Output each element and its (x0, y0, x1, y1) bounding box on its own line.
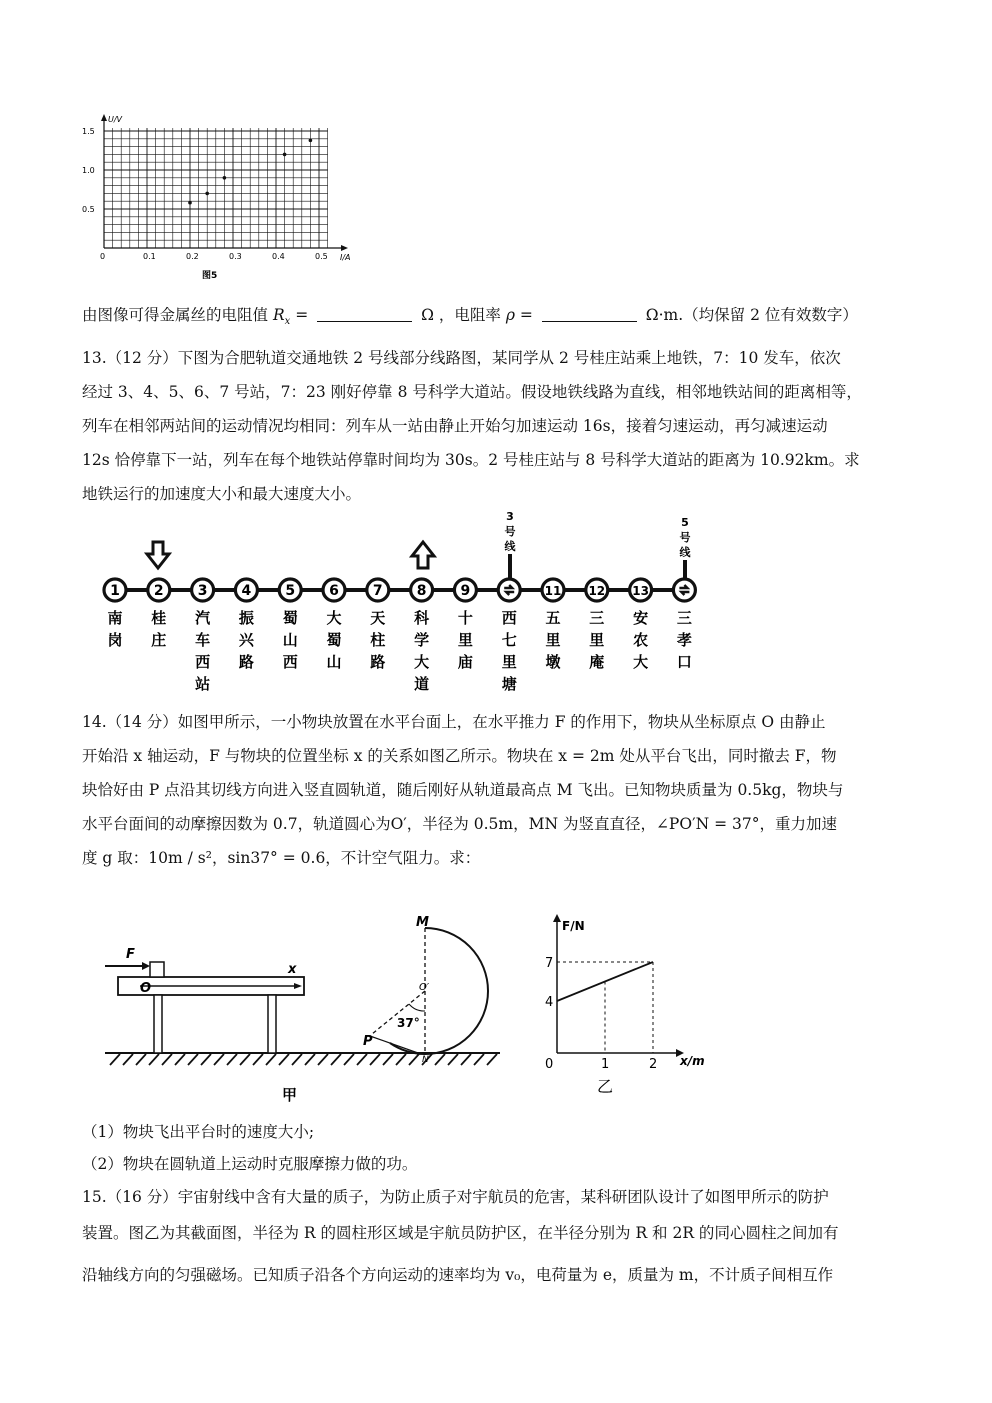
figure-jia (100, 910, 510, 1110)
station-name-char: 里 (457, 631, 473, 649)
station-name-char: 西 (501, 609, 517, 627)
q14-line-5: 度 g 取：10m / s²，sin37° = 0.6，不计空气阻力。求： (82, 849, 481, 867)
metro-station (454, 579, 476, 671)
hatch-mark (331, 1054, 341, 1065)
q12-prefix: 由图像可得金属丝的电阻值 (82, 306, 269, 324)
fig5-data-point (223, 176, 227, 180)
q12-unit-ohm: Ω (421, 306, 434, 324)
metro-station (192, 579, 214, 693)
station-name-char: 振 (238, 609, 254, 627)
fig5-data-point (309, 139, 313, 143)
station-name-char: 柱 (370, 631, 386, 649)
q14-line-4: 水平台面间的动摩擦因数为 0.7，轨道圆心为O′，半径为 0.5m，MN 为竖直直径，∠PO′N = 37°，重力加速 (82, 815, 837, 833)
q15-line-1: 15.（16 分）宇宙射线中含有大量的质子，为防止质子对宇航员的危害，某科研团队设计了如图甲所示的防护 (82, 1188, 829, 1206)
fig5-x-tick: 0.3 (229, 252, 242, 261)
metro-station (279, 579, 301, 671)
hatch-mark (409, 1054, 419, 1065)
metro-station (542, 579, 564, 671)
svg-text:线: 线 (504, 540, 516, 553)
station-name-char: 大 (414, 653, 430, 671)
hatch-mark (344, 1054, 354, 1065)
alight-arrow-up-icon (412, 542, 434, 568)
q13-text (82, 341, 912, 511)
station-name-char: 科 (414, 609, 430, 627)
hatch-mark (227, 1054, 237, 1065)
svg-text:线: 线 (679, 546, 691, 559)
q12-suffix: .（均保留 2 位有效数字） (678, 306, 858, 324)
q12-blank-resistivity[interactable] (542, 303, 637, 322)
svg-text:号: 号 (679, 531, 691, 544)
station-name-char: 兴 (238, 631, 254, 649)
station-name-char: 桂 (151, 609, 167, 627)
station-name-char: 岗 (107, 631, 123, 649)
station-name-char: 南 (107, 609, 123, 627)
fig5-y-tick: 0.5 (82, 205, 95, 214)
station-name-char: 塘 (501, 675, 517, 693)
tangent-line (370, 1036, 418, 1053)
circular-track (390, 928, 488, 1054)
station-name-char: 墩 (545, 653, 561, 671)
fig5-data-point (205, 192, 209, 196)
yi-x-tick: 1 (601, 1057, 610, 1072)
station-name-char: 蜀 (326, 631, 342, 649)
svg-text:号: 号 (504, 525, 516, 538)
q14-sub-1: （1）物块飞出平台时的速度大小; (82, 1123, 315, 1141)
label-M: M (416, 915, 429, 930)
q15-line-3: 沿轴线方向的匀强磁场。已知质子沿各个方向运动的速率均为 v₀，电荷量为 e，质量为 m，不计质子间相互作 (82, 1266, 834, 1284)
station-name-char: 学 (414, 631, 430, 649)
hatch-mark (149, 1054, 159, 1065)
label-x: x (288, 962, 297, 977)
hatch-mark (253, 1054, 263, 1065)
metro-station (411, 579, 433, 693)
fig5-x-arrow (341, 245, 348, 251)
station-name-char: 山 (326, 653, 342, 671)
hatch-mark (357, 1054, 367, 1065)
hatch-mark (305, 1054, 315, 1065)
fig5-y-ticks (82, 127, 95, 214)
q14-line-2: 开始沿 x 轴运动，F 与物块的位置坐标 x 的关系如图乙所示。物块在 x = 2m 处从平台飞出，同时撤去 F，物 (82, 747, 837, 765)
station-name-char: 里 (545, 631, 561, 649)
station-name-char: 道 (414, 675, 430, 693)
fig5-x-ticks (100, 252, 328, 261)
ground-hatching (110, 1054, 497, 1065)
hatch-mark (123, 1054, 133, 1065)
label-O: O (140, 981, 152, 996)
caption-yi: 乙 (597, 1077, 614, 1096)
station-name-char: 天 (370, 609, 386, 627)
q12-unit-ohm-m: Ω·m (645, 306, 679, 324)
label-P: P (363, 1034, 373, 1049)
q12-rx-symbol: R (272, 306, 285, 324)
station-number: 8 (416, 583, 427, 599)
station-name-char: 西 (195, 653, 211, 671)
fig5-grid (104, 128, 328, 248)
hatch-mark (279, 1054, 289, 1065)
fig5-y-tick: 1.5 (82, 127, 95, 136)
hatch-mark (188, 1054, 198, 1065)
station-name-char: 大 (326, 609, 342, 627)
hatch-mark (240, 1054, 250, 1065)
station-name-char: 山 (282, 631, 298, 649)
q12-blank-resistance[interactable] (317, 303, 412, 322)
q14-line-3: 块恰好由 P 点沿其切线方向进入竖直圆轨道，随后刚好从轨道最高点 M 飞出。已知物块质量为 0.5kg，物块与 (82, 781, 844, 799)
figure-yi-fx-graph (540, 910, 720, 1100)
hatch-mark (162, 1054, 172, 1065)
hatch-mark (136, 1054, 146, 1065)
label-angle: 37° (397, 1016, 420, 1030)
metro-station (148, 579, 170, 649)
station-name-char: 大 (633, 653, 649, 671)
hatch-mark (396, 1054, 406, 1065)
hatch-mark (201, 1054, 211, 1065)
yi-y-label: F/N (562, 919, 585, 933)
fig5-data-point (283, 153, 287, 157)
station-name-char: 车 (195, 631, 211, 649)
hatch-mark (461, 1054, 471, 1065)
station-name-char: 口 (676, 653, 692, 671)
fig5-x-tick: 0.1 (143, 252, 156, 261)
svg-text:5: 5 (681, 516, 689, 529)
caption-jia: 甲 (282, 1086, 298, 1104)
station-name-char: 汽 (195, 609, 211, 627)
station-number: 1 (110, 583, 120, 599)
fig5-x-label: I/A (340, 253, 351, 262)
station-name-char: 站 (195, 675, 211, 693)
table-leg-right (268, 995, 276, 1053)
station-number: 5 (285, 583, 296, 599)
station-name-char: 三 (589, 609, 605, 627)
q12-rho: ρ (505, 306, 515, 324)
q13-line-4: 12s 恰停靠下一站，列车在每个地铁站停靠时间均为 30s。2 号桂庄站与 8 号科学大道站的距离为 10.92km。求 (82, 451, 860, 469)
yi-marks (545, 956, 657, 1072)
station-name-char: 十 (457, 609, 473, 627)
q13-line-1: 13.（12 分）下图为合肥轨道交通地铁 2 号线部分线路图，某同学从 2 号桂庄站乘上地铁，7：10 发车，依次 (82, 349, 841, 367)
fig5-x-tick: 0.5 (315, 252, 328, 261)
hatch-mark (383, 1054, 393, 1065)
q15-text (82, 1180, 912, 1292)
metro-station (104, 579, 126, 649)
board-arrow-down-icon (147, 542, 169, 568)
station-name-char: 路 (370, 653, 386, 671)
figure-5-ui-graph (80, 112, 380, 292)
yi-x-tick: 0 (545, 1057, 554, 1072)
yi-y-arrow (553, 914, 561, 922)
q12-rx-sub: x (284, 316, 291, 328)
station-name-char: 里 (501, 653, 517, 671)
hatch-mark (292, 1054, 302, 1065)
fig5-x-tick: 0 (100, 252, 106, 261)
metro-station (586, 579, 608, 671)
station-number: 11 (544, 584, 562, 598)
label-N: N (422, 1055, 429, 1065)
station-name-char: 庙 (457, 653, 473, 671)
station-circle (498, 579, 520, 601)
hatch-mark (487, 1054, 497, 1065)
yi-y-tick: 7 (545, 956, 554, 971)
yi-y-tick: 4 (545, 995, 554, 1010)
metro-station (498, 579, 520, 693)
station-number: 13 (632, 584, 649, 598)
q12-answer-line (82, 298, 912, 339)
hatch-mark (110, 1054, 120, 1065)
hatch-mark (448, 1054, 458, 1065)
station-name-char: 蜀 (282, 609, 298, 627)
svg-text:3: 3 (506, 510, 514, 523)
fig5-x-tick: 0.4 (272, 252, 285, 261)
station-name-char: 里 (589, 631, 605, 649)
label-O-prime: O′ (419, 982, 430, 993)
station-number: 9 (460, 583, 471, 599)
q13-line-5: 地铁运行的加速度大小和最大速度大小。 (82, 485, 362, 503)
station-name-char: 西 (282, 653, 298, 671)
fig5-y-arrow (101, 114, 107, 121)
angle-arc (409, 1004, 425, 1011)
q14-line-1: 14.（14 分）如图甲所示，一小物块放置在水平台面上，在水平推力 F 的作用下，物块从坐标原点 O 由静止 (82, 713, 826, 731)
station-number: 12 (588, 584, 606, 598)
metro-station (673, 579, 695, 671)
station-name-char: 路 (238, 653, 254, 671)
yi-x-label: x/m (680, 1054, 705, 1068)
q12-eq2: = (519, 306, 533, 324)
metro-stations (104, 579, 695, 693)
fig5-x-tick: 0.2 (186, 252, 199, 261)
metro-station (367, 579, 389, 671)
force-arrowhead (142, 962, 150, 970)
hatch-mark (474, 1054, 484, 1065)
fig5-y-tick: 1.0 (82, 166, 95, 175)
station-number: 3 (197, 583, 208, 599)
station-number: 2 (153, 583, 164, 599)
table-leg-left (154, 995, 162, 1053)
q14-sub-2: （2）物块在圆轨道上运动时克服摩擦力做的功。 (82, 1155, 418, 1173)
fig5-y-label: U/V (108, 115, 123, 124)
metro-station (323, 579, 345, 671)
station-number: 7 (372, 583, 383, 599)
block (150, 962, 164, 977)
q12-eq1: = (295, 306, 309, 324)
station-name-char: 农 (633, 631, 649, 649)
q12-mid: ，电阻率 (438, 306, 501, 324)
station-name-char: 安 (633, 609, 649, 627)
q14-text (82, 705, 912, 875)
label-F: F (126, 947, 135, 962)
hatch-mark (435, 1054, 445, 1065)
hatch-mark (175, 1054, 185, 1065)
hatch-mark (214, 1054, 224, 1065)
hatch-mark (318, 1054, 328, 1065)
q14-subquestions (82, 1115, 912, 1181)
station-name-char: 五 (545, 609, 561, 627)
fig5-caption: 图5 (202, 271, 218, 281)
station-circle (673, 579, 695, 601)
station-number: 6 (329, 583, 339, 599)
metro-station (630, 579, 652, 671)
hatch-mark (266, 1054, 276, 1065)
station-name-char: 七 (501, 631, 517, 649)
station-name-char: 庵 (589, 653, 605, 671)
yi-x-tick: 2 (649, 1057, 658, 1072)
hatch-mark (370, 1054, 380, 1065)
station-name-char: 庄 (151, 631, 167, 649)
fig5-data-point (188, 201, 192, 205)
q13-line-2: 经过 3、4、5、6、7 号站，7：23 刚好停靠 8 号科学大道站。假设地铁线路为直线，相邻地铁站间的距离相等， (82, 383, 862, 401)
q15-line-2: 装置。图乙为其截面图，半径为 R 的圆柱形区域是宇航员防护区，在半径分别为 R 和 2R 的同心圆柱之间加有 (82, 1224, 839, 1242)
station-name-char: 孝 (676, 631, 692, 649)
transfer-line-5-label (680, 516, 692, 578)
station-name-char: 三 (676, 609, 692, 627)
station-number: 4 (241, 583, 252, 599)
q13-line-3: 列车在相邻两站间的运动情况均相同：列车从一站由静止开始匀加速运动 16s，接着匀速运动，再匀减速运动 (82, 417, 828, 435)
metro-line-diagram (90, 508, 910, 693)
metro-station (235, 579, 257, 671)
transfer-line-3-label (505, 510, 517, 578)
